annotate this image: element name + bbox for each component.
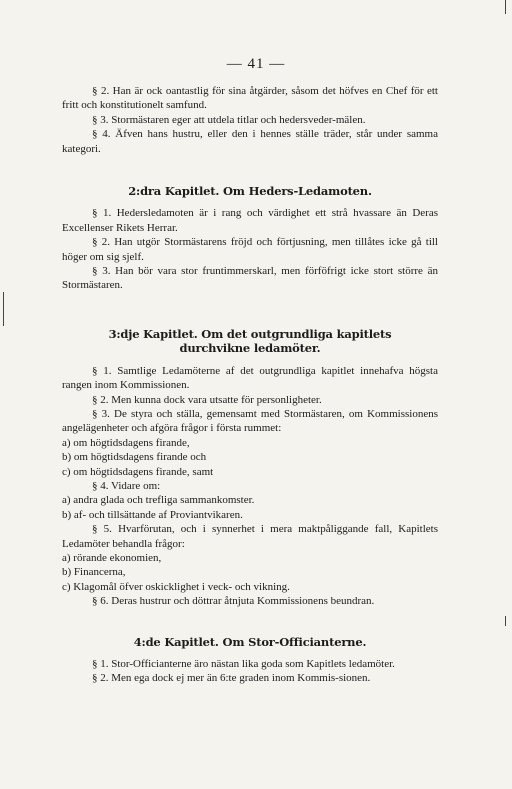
list-item: a) rörande ekonomien, bbox=[62, 551, 162, 564]
chapter-3-heading-line2: durchvikne ledamöter. bbox=[179, 341, 321, 356]
chapter-3-paragraph: § 3. De styra och ställa, gemensamt med Stormästaren, om Kommissionens angelägenheter och afgöra frågor i första rummet: bbox=[62, 407, 438, 435]
page-number: — 41 — bbox=[226, 56, 286, 72]
chapter-4-paragraph: § 1. Stor-Officianterne äro nästan lika goda som Kapitlets ledamöter. bbox=[92, 658, 395, 670]
chapter-2-paragraph: § 2. Han utgör Stormästarens fröjd och förtjusning, men tillåtes icke gå till höger om sig sjelf. bbox=[62, 236, 438, 263]
list-item: b) Financerna, bbox=[62, 566, 126, 579]
page-content bbox=[62, 84, 438, 686]
chapter-3-paragraph: § 1. Samtlige Ledamöterne af det outgrundliga kapitlet innehafva högsta rangen inom Kommissionen. bbox=[62, 364, 438, 392]
intro-paragraph: § 3. Stormästaren eger att utdela titlar och hedersveder-mälen. bbox=[92, 113, 366, 126]
list-item: c) om högtidsdagens firande, samt bbox=[62, 465, 214, 478]
intro-paragraph: § 2. Han är ock oantastlig för sina åtgärder, såsom det höfves en Chef för ett fritt och konstitutionelt samfund. bbox=[62, 85, 438, 112]
intro-paragraph: § 4. Äfven hans hustru, eller den i hennes ställe träder, står under samma kategori. bbox=[62, 128, 438, 155]
chapter-4-paragraph: § 2. Men ega dock ej mer än 6:te graden inom Kommis-sionen. bbox=[92, 672, 371, 685]
chapter-2-heading: 2:dra Kapitlet. Om Heders-Ledamoten. bbox=[128, 184, 372, 199]
chapter-3-paragraph: § 6. Deras hustrur och döttrar åtnjuta Kommissionens beundran. bbox=[92, 595, 375, 608]
list-item: c) Klagomål öfver oskicklighet i veck- och vikning. bbox=[62, 580, 290, 593]
chapter-2-paragraph: § 3. Han bör vara stor fruntimmerskarl, men förföfrigt icke stort större än Stormästaren. bbox=[62, 265, 438, 292]
list-item: b) om högtidsdagens firande och bbox=[62, 451, 207, 464]
scan-edge-mark bbox=[505, 0, 506, 14]
chapter-4-heading: 4:de Kapitlet. Om Stor-Officianterne. bbox=[133, 634, 367, 649]
list-item: b) af- och tillsättande af Proviantvikaren. bbox=[62, 508, 243, 521]
chapter-3-heading bbox=[62, 327, 438, 356]
list-item: a) om högtidsdagens firande, bbox=[62, 436, 190, 449]
chapter-2-paragraph: § 1. Hedersledamoten är i rang och värdighet ett strå hvassare än Deras Excellenser Rikets Herrar. bbox=[62, 207, 438, 234]
chapter-3-heading-line1: 3:dje Kapitlet. Om det outgrundliga kapitlets bbox=[108, 326, 392, 341]
list-item: a) andra glada och trefliga sammankomster. bbox=[62, 494, 255, 507]
chapter-3-paragraph: § 2. Men kunna dock vara utsatte för personligheter. bbox=[92, 393, 322, 406]
chapter-3-paragraph: § 5. Hvarförutan, och i synnerhet i mera maktpåliggande fall, Kapitlets Ledamöter behandla frågor: bbox=[62, 523, 438, 550]
chapter-3-paragraph: § 4. Vidare om: bbox=[92, 479, 161, 492]
scan-edge-mark bbox=[505, 616, 506, 626]
scan-edge-mark bbox=[3, 292, 4, 326]
